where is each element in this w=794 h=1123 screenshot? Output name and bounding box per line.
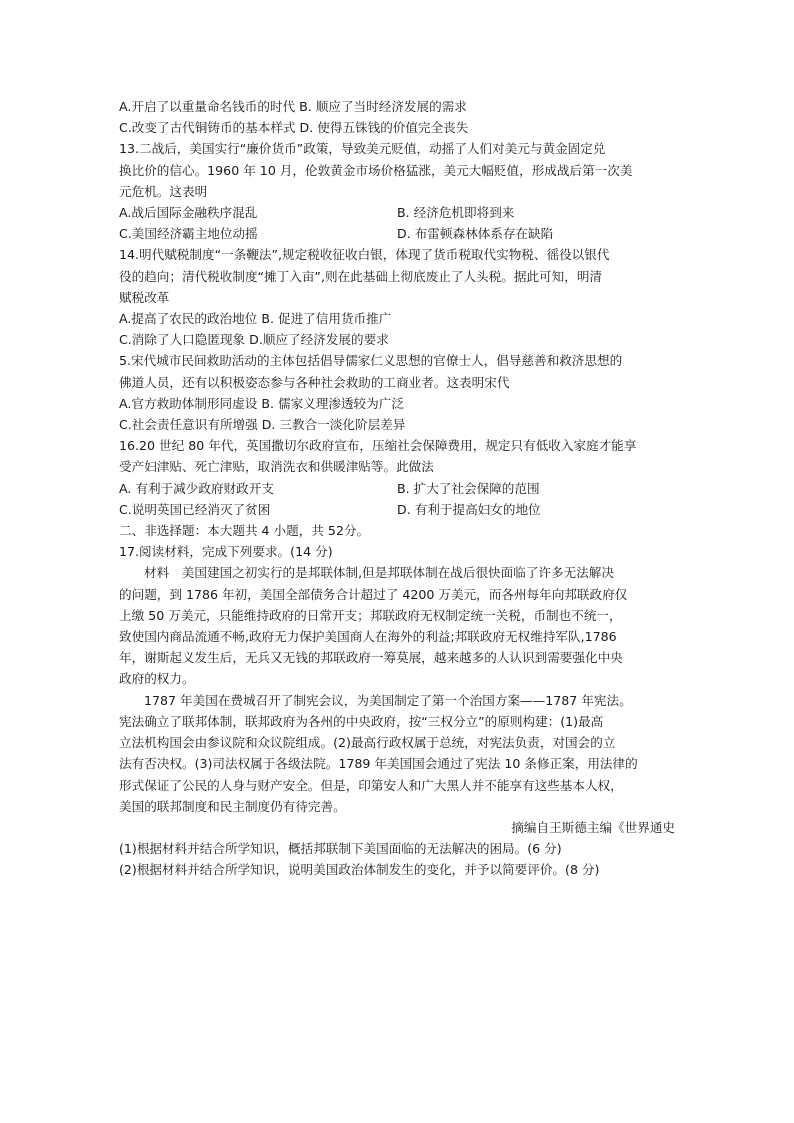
q13-options-row-2: [119, 223, 681, 244]
q16-options-row-2: [119, 499, 681, 520]
q12-options-ab: A.开启了以重量命名钱币的时代 B. 顺应了当时经济发展的需求: [119, 99, 467, 114]
q13-stem-line: 换比价的信心。1960 年 10 月，伦敦黄金市场价格猛涨，美元大幅贬值，形成战后第一次美: [119, 162, 633, 178]
q15-stem-line: 佛道人员，还有以积极姿态参与各种社会救助的工商业者。这表明宋代: [119, 374, 510, 390]
material-line: 1787 年美国在费城召开了制宪会议，为美国制定了第一个治国方案——1787 年宪法。: [144, 692, 632, 708]
q14-options-cd: C.消除了人口隐匿现象 D.顺应了经济发展的要求: [119, 332, 389, 348]
q16-options-row-1: [119, 478, 681, 499]
material-line: 政府的权力。: [119, 671, 195, 687]
q13-option-d: D. 布雷顿森林体系存在缺陷: [397, 226, 554, 242]
q17-requirement-2: (2)根据材料并结合所学知识，说明美国政治体制发生的变化，并予以简要评价。(8 分): [119, 862, 600, 878]
material-line: 致使国内商品流通不畅,政府无力保护美国商人在海外的利益;邦联政府无权维持军队,1786: [119, 629, 617, 645]
material-line: 法有否决权。(3)司法权属于各级法院。1789 年美国国会通过了宪法 10 条修正案，用法律的: [119, 756, 638, 772]
material-source: 摘编自王斯德主编《世界通史: [511, 819, 675, 835]
q16-stem-line: 受产妇津贴、死亡津贴，取消洗衣和供暖津贴等。此做法: [119, 459, 434, 475]
q16-option-b: B. 扩大了社会保障的范围: [397, 480, 540, 496]
q13-stem-line: 13.二战后，美国实行“廉价货币”政策，导致美元贬值，动摇了人们对美元与黄金固定兑: [119, 141, 606, 157]
q13-options-row-1: [119, 202, 681, 223]
q13-stem: [119, 138, 681, 202]
q14-stem: [119, 244, 681, 308]
material-line: 立法机构国会由参议院和众议院组成。(2)最高行政权属于总统，对宪法负责，对国会的立: [119, 735, 616, 751]
q13-option-b: B. 经济危机即将到来: [397, 205, 515, 221]
q15-stem: [119, 350, 681, 392]
material-line: 材料 美国建国之初实行的是邦联体制,但是邦联体制在战后很快面临了许多无法解决: [144, 565, 614, 581]
q14-options-ab: A.提高了农民的政治地位 B. 促进了信用货币推广: [119, 311, 392, 327]
material-line: 年，谢斯起义发生后，无兵又无钱的邦联政府一筹莫展，越来越多的人认识到需要强化中央: [119, 650, 623, 666]
material-line: 宪法确立了联邦体制，联邦政府为各州的中央政府，按“三权分立”的原则构建：(1)最高: [119, 713, 604, 729]
q14-stem-line: 役的趋向；清代税收制度“摊丁入亩”,则在此基础上彻底废止了人头税。据此可知，明清: [119, 268, 603, 284]
q16-option-d: D. 有利于提高妇女的地位: [397, 501, 541, 517]
material-line: 的问题，到 1786 年初，美国全部债务合计超过了 4200 万美元，而各州每年向邦联政府仅: [119, 586, 628, 602]
q16-option-c: C.说明英国已经消灭了贫困: [119, 501, 271, 517]
exam-page: [119, 96, 681, 881]
material-line: 美国的联邦制度和民主制度仍有待完善。: [119, 798, 346, 814]
q14-stem-line: 赋税改革: [119, 289, 170, 305]
q13-stem-line: 元危机。这表明: [119, 183, 208, 199]
q17-title: 17.阅读材料，完成下列要求。(14 分): [119, 544, 333, 560]
material-line: 上缴 50 万美元，只能维持政府的日常开支；邦联政府无权制定统一关税，币制也不统一，: [119, 607, 622, 623]
q15-stem-line: 5.宋代城市民间救助活动的主体包括倡导儒家仁义思想的官僚士人，倡导慈善和救济思想的: [119, 353, 623, 369]
q17-material-paragraph-2: [119, 690, 681, 817]
q15-options-ab: A.官方救助体制形同虚设 B. 儒家义理渗透较为广泛: [119, 395, 404, 411]
q17-material-paragraph-1: [119, 562, 681, 689]
q16-option-a: A. 有利于减少政府财政开支: [119, 480, 274, 496]
q17-requirement-1: (1)根据材料并结合所学知识，概括邦联制下美国面临的无法解决的困局。(6 分): [119, 841, 562, 857]
q16-stem-line: 16.20 世纪 80 年代，英国撒切尔政府宣布，压缩社会保障费用，规定只有低收入家庭才能享: [119, 438, 637, 454]
q15-options-cd: C.社会责任意识有所增强 D. 三教合一淡化阶层差异: [119, 417, 406, 433]
q12-options-cd: C.改变了古代铜铸币的基本样式 D. 使得五铢钱的价值完全丧失: [119, 120, 469, 136]
q16-stem: [119, 435, 681, 477]
section-heading: 二、非选择题：本大题共 4 小题，共 52分。: [119, 523, 370, 539]
q14-stem-line: 14.明代赋税制度“一条鞭法”,规定税收征收白银，体现了货币税取代实物税、徭役以银代: [119, 247, 610, 263]
q13-option-a: A.战后国际金融秩序混乱: [119, 205, 258, 221]
q13-option-c: C.美国经济霸主地位动摇: [119, 226, 258, 242]
material-line: 形式保证了公民的人身与财产安全。但是，印第安人和广大黑人并不能享有这些基本人权，: [119, 777, 623, 793]
